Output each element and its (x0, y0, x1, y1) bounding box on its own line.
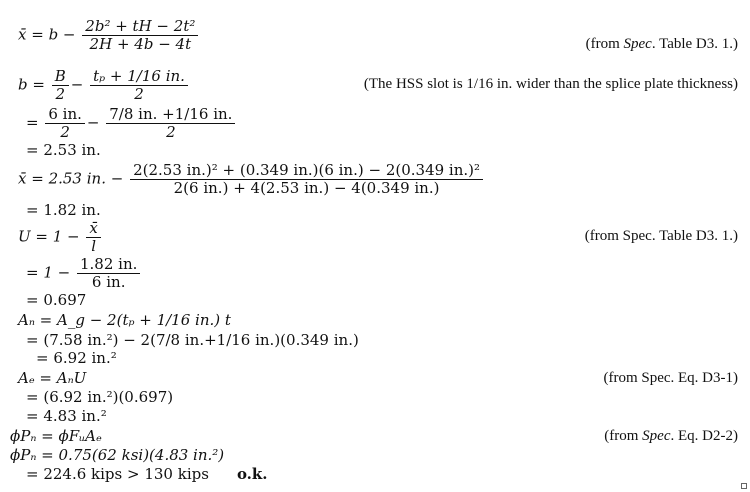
xbar-result: = 1.82 in. (26, 201, 101, 219)
b2-fraction-2: $\frac{7/8 in. +1/16 in.}{2}$ (106, 106, 235, 141)
xbar-denominator: 2H + 4b − 4t (89, 35, 192, 53)
ae-result: = 4.83 in.² (26, 407, 107, 425)
an-numeric: = (7.58 in.²) − 2(7/8 in.+1/16 in.)(0.349 in.) (26, 331, 359, 349)
u2-fraction: $\frac{1.82 in.}{6 in.}$ (77, 256, 140, 291)
ae-numeric: = (6.92 in.²)(0.697) (26, 388, 174, 406)
note-hss-slot: (The HSS slot is 1/16 in. wider than the splice plate thickness) (363, 76, 738, 92)
ae-formula: Aₑ = AₙU (18, 369, 87, 387)
u-numeric: = 1 − $\frac{1.82 in.}{6 in.}$ (26, 256, 142, 291)
xbar-lhs: x̄ = b − (18, 25, 76, 44)
xbar-formula (18, 18, 200, 53)
corner-square-icon (741, 483, 747, 489)
an-formula: Aₙ = A_g − 2(tₚ + 1/16 in.) t (18, 311, 231, 329)
note-spec-table-d3-1: (from Spec. Table D3. 1.) (585, 36, 738, 52)
an-result: = 6.92 in.² (36, 349, 117, 367)
b-lhs: b = (18, 75, 45, 94)
u-result: = 0.697 (26, 291, 87, 309)
phi-numeric: ϕPₙ = 0.75(62 ksi)(4.83 in.²) (10, 446, 225, 464)
b-formula: b = $\frac{B}{2}$ − $\frac{\text{tₚ + 1/16 in.}}{2}$ (18, 68, 190, 103)
xbar2-fraction: $\frac{\text{2(2.53 in.)² + (0.349 in.)(6 in.) − 2(0.349 in.)²}}{2(6 in.) + 4(2.53 in.) - 4(0.349 in.)}$ (130, 162, 483, 197)
phi-result: = 224.6 kips > 130 kips o.k. (26, 465, 268, 483)
b2-fraction-1: $\frac{6 in.}{2}$ (45, 106, 85, 141)
xbar-numeric: x̄ = 2.53 in. − $\frac{\text{2(2.53 in.)² + (0.349 in.)(6 in.) − 2(0.349 in.)²}}{2(6 in.) + 4(2.53 in.) - 4(0.349 in.)}$ (18, 162, 485, 197)
b-fraction-1: $\frac{B}{2}$ (52, 68, 69, 103)
note-spec-eq-d3-1: (from Spec. Eq. D3-1) (603, 370, 738, 386)
xbar-numerator: 2b² + tH − 2t² (82, 18, 198, 36)
note-spec-eq-d2-2: (from Spec. Eq. D2-2) (604, 428, 738, 444)
b-fraction-2: $\frac{\text{tₚ + 1/16 in.}}{2}$ (90, 68, 188, 103)
b-numeric: = $\frac{6 in.}{2}$ − $\frac{7/8 in. +1/16 in.}{2}$ (26, 106, 237, 141)
note-spec-table-d3-1-b: (from Spec. Table D3. 1.) (584, 228, 738, 244)
u-formula: U = 1 − $\frac{x̄}{l}$ (18, 220, 103, 255)
ok-label: o.k. (236, 465, 268, 483)
u-fraction: $\frac{x̄}{l}$ (86, 220, 100, 255)
b-result: = 2.53 in. (26, 141, 101, 159)
xbar-fraction (82, 18, 198, 53)
phi-formula: ϕPₙ = ϕFᵤAₑ (10, 427, 102, 445)
